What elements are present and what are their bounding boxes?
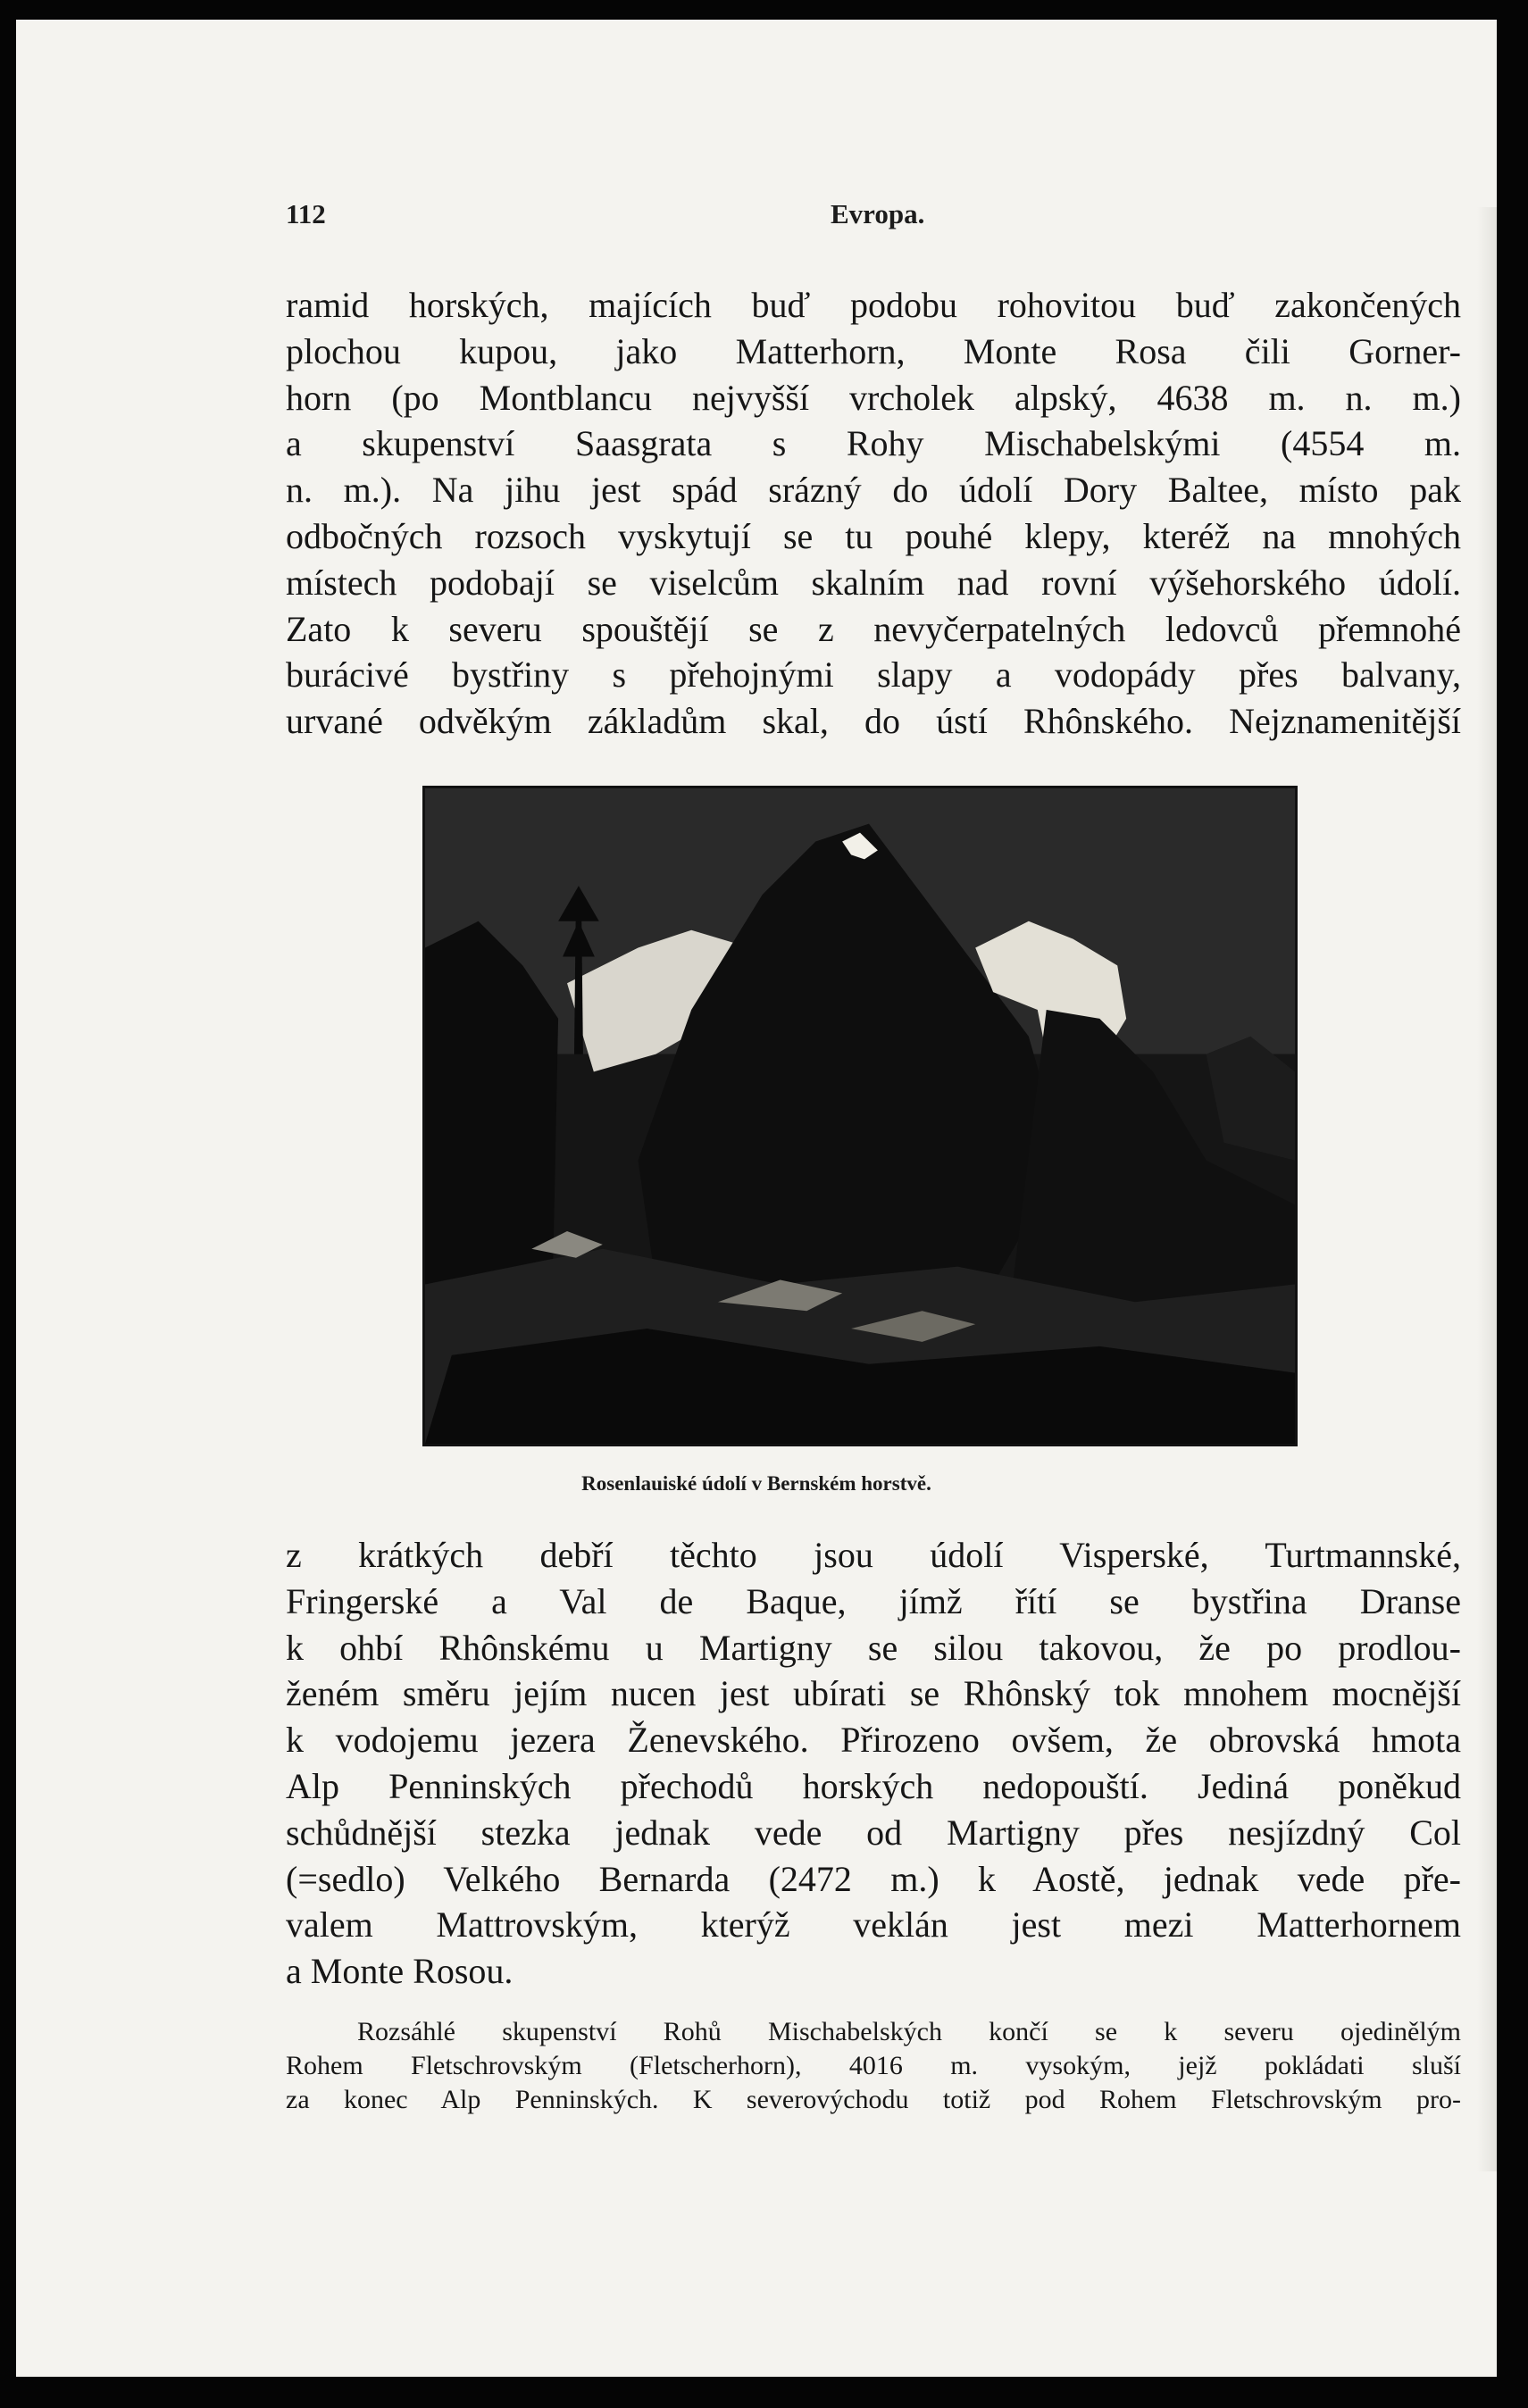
text-line: z krátkých debří těchto jsou údolí Visperské, Turtmannské, (286, 1535, 1461, 1575)
text-line: Zato k severu spouštějí se z nevyčerpatelných ledovců přemnohé (286, 608, 1461, 649)
text-line: a Monte Rosou. (286, 1951, 514, 1992)
text-line: schůdnější stezka jednak vede od Martigny přes nesjízdný Col (286, 1812, 1461, 1853)
text-line: urvané odvěkým základům skal, do ústí Rhônského. Nejznamenitější (286, 701, 1461, 742)
page-number: 112 (286, 198, 326, 229)
text-line: odbočných rozsoch vyskytují se tu pouhé klepy, kteréž na mnohých (286, 515, 1461, 556)
text-line: plochou kupou, jako Matterhorn, Monte Rosa čili Gorner- (286, 330, 1461, 371)
mountain-engraving (422, 786, 1298, 1446)
running-title: Evropa. (831, 198, 925, 229)
text-line: n. m.). Na jihu jest spád srázný do údolí Dory Baltee, místo pak (286, 470, 1461, 511)
paragraph-top (286, 282, 1461, 745)
text-line: (=sedlo) Velkého Bernarda (2472 m.) k Aostě, jednak vede pře- (286, 1858, 1461, 1899)
text-line: k ohbí Rhônskému u Martigny se silou takovou, že po prodlou- (286, 1627, 1461, 1668)
note-line: za konec Alp Penninských. K severovýchodu totiž pod Rohem Fletschrovským pro- (286, 2085, 1461, 2114)
text-line: horn (po Montblancu nejvyšší vrcholek alpský, 4638 m. n. m.) (286, 377, 1461, 418)
text-line: Alp Penninských přechodů horských nedopouští. Jediná poněkud (286, 1765, 1461, 1806)
text-line: ramid horských, majících buď podobu rohovitou buď zakončených (286, 285, 1461, 325)
page-edge-shadow (1477, 207, 1497, 2171)
note-line: Rozsáhlé skupenství Rohů Mischabelských končí se k severu ojedinělým (357, 2017, 1461, 2046)
footnote-block (286, 2015, 1461, 2117)
text-line: ženém směru jejím nucen jest ubírati se Rhônský tok mnohem mocnější (286, 1673, 1461, 1714)
text-line: valem Mattrovským, kterýž veklán jest mezi Matterhornem (286, 1904, 1461, 1946)
text-line: a skupenství Saasgrata s Rohy Mischabelskými (4554 m. (286, 423, 1461, 464)
paragraph-bottom (286, 1532, 1461, 1995)
figure-caption: Rosenlauiské údolí v Bernském horstvě. (581, 1472, 931, 1495)
text-line: k vodojemu jezera Ženevského. Přirozeno ovšem, že obrovská hmota (286, 1720, 1461, 1761)
note-line: Rohem Fletschrovským (Fletscherhorn), 4016 m. vysokým, jejž pokládati sluší (286, 2051, 1461, 2080)
text-line: Fringerské a Val de Baque, jímž řítí se bystřina Dranse (286, 1580, 1461, 1621)
running-header (286, 198, 1461, 234)
text-line: místech podobají se viselcům skalním nad rovní výšehorského údolí. (286, 562, 1461, 603)
text-line: burácivé bystřiny s přehojnými slapy a vodopády přes balvany, (286, 654, 1461, 696)
book-page (16, 20, 1497, 2377)
